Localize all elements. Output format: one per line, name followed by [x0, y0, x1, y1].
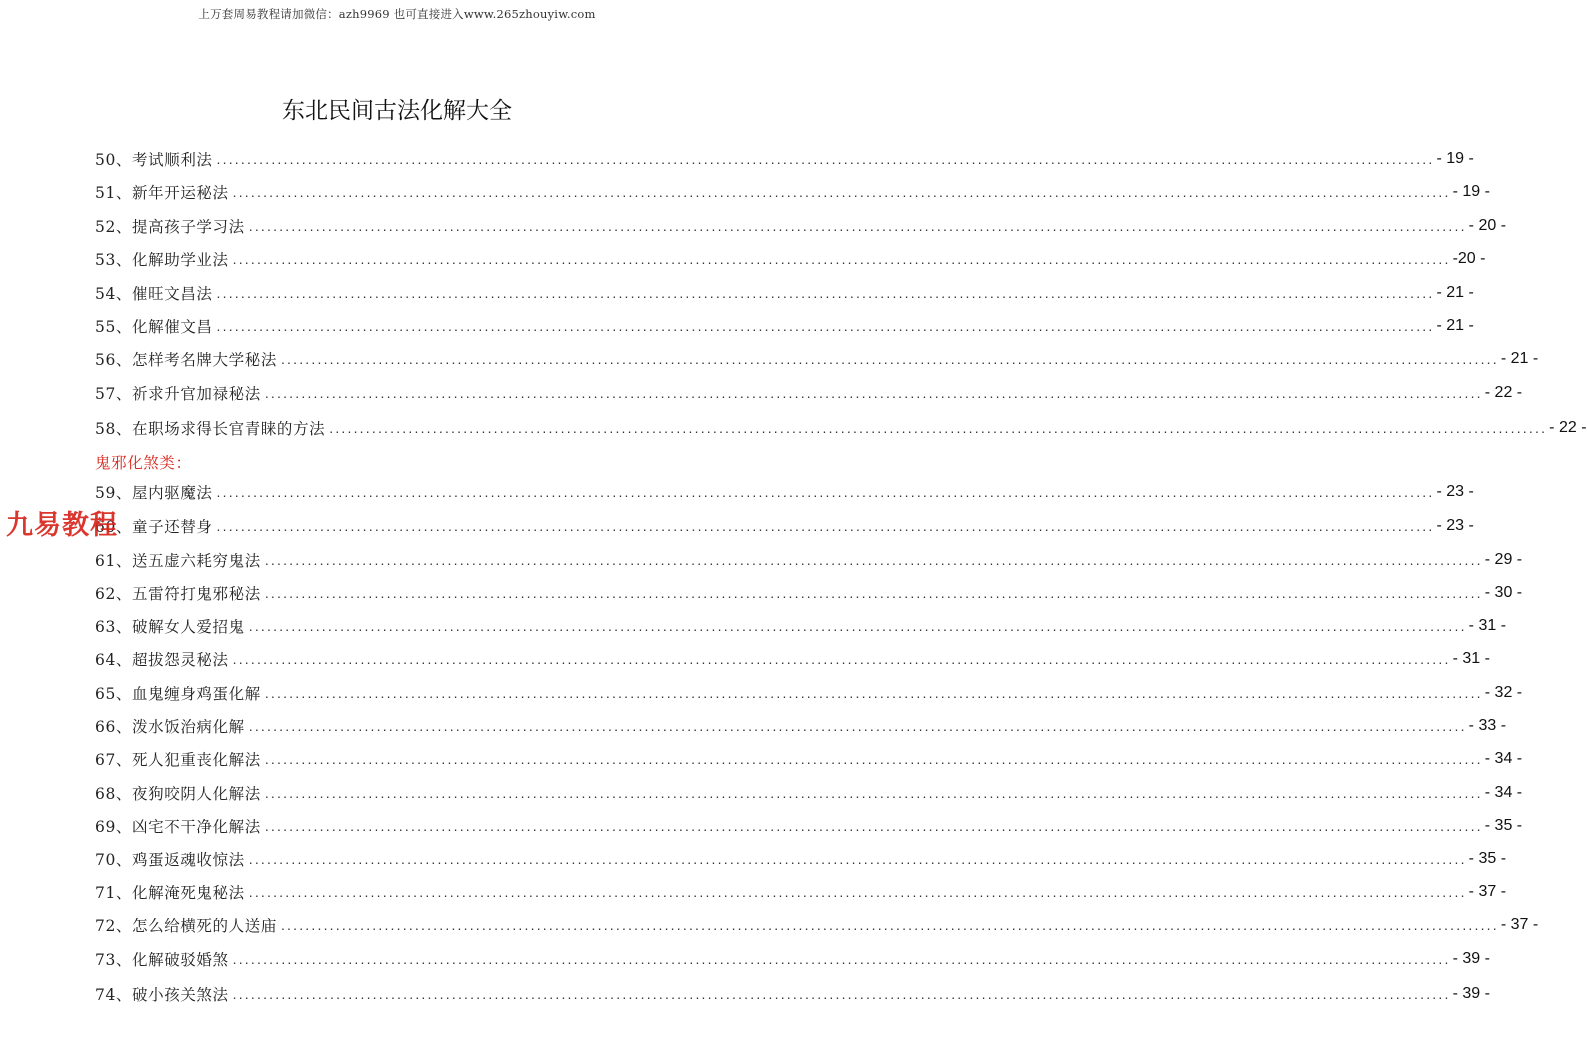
toc-entry-title: 56、怎样考名牌大学秘法 [95, 351, 277, 369]
dot-leader: ........................................................................................................................................................................................................ [248, 618, 1467, 634]
dot-leader: ........................................................................................................................................................................................................ [232, 251, 1451, 267]
toc-entry-title: 62、五雷符打鬼邪秘法 [95, 585, 261, 603]
toc-entry-title: 71、化解淹死鬼秘法 [95, 884, 245, 902]
toc-entry-page-number: - 39 - [1452, 985, 1490, 1002]
toc-entry[interactable] [95, 880, 1507, 904]
dot-leader: ........................................................................................................................................................................................................ [216, 318, 1435, 334]
watermark-logo: 九易教程 [6, 510, 118, 541]
dot-leader: ........................................................................................................................................................................................................ [264, 585, 1483, 601]
section-heading: 鬼邪化煞类： [95, 454, 192, 472]
toc-entry[interactable] [95, 281, 1474, 305]
dot-leader: ........................................................................................................................................................................................................ [232, 951, 1451, 967]
toc-entry[interactable] [95, 614, 1507, 638]
toc-entry-title: 61、送五虚六耗穷鬼法 [95, 552, 261, 570]
toc-entry-title: 51、新年开运秘法 [95, 184, 229, 202]
dot-leader: ........................................................................................................................................................................................................ [216, 151, 1435, 167]
toc-entry-title: 72、怎么给横死的人送庙 [95, 917, 277, 935]
toc-entry-page-number: - 34 - [1484, 784, 1523, 801]
toc-entry-title: 59、屋内驱魔法 [95, 484, 213, 502]
toc-entry-title: 68、夜狗咬阴人化解法 [95, 785, 261, 803]
toc-entry-page-number: - 21 - [1436, 284, 1474, 301]
dot-leader: ........................................................................................................................................................................................................ [280, 917, 1499, 933]
toc-entry-page-number: - 31 - [1452, 650, 1490, 667]
toc-entry-title: 73、化解破驳婚煞 [95, 951, 229, 969]
toc-entry-page-number: - 37 - [1468, 883, 1507, 900]
toc-entry-title: 58、在职场求得长官青睐的方法 [95, 420, 326, 438]
toc-entry[interactable] [95, 982, 1490, 1006]
toc-entry-page-number: - 31 - [1468, 617, 1507, 634]
toc-entry[interactable] [95, 314, 1474, 338]
toc-entry-page-number: - 34 - [1484, 750, 1523, 767]
toc-entry-title: 50、考试顺利法 [95, 151, 213, 169]
toc-entry-title: 60、童子还替身 [95, 518, 213, 536]
dot-leader: ........................................................................................................................................................................................................ [248, 851, 1467, 867]
toc-entry[interactable] [95, 947, 1490, 971]
toc-entry-page-number: - 21 - [1436, 317, 1474, 334]
toc-entry[interactable] [95, 548, 1523, 572]
toc-entry-page-number: - 35 - [1468, 850, 1507, 867]
toc-entry-page-number: - 30 - [1484, 584, 1523, 601]
toc-entry[interactable] [95, 781, 1523, 805]
toc-entry-page-number: - 19 - [1452, 183, 1490, 200]
dot-leader: ........................................................................................................................................................................................................ [232, 184, 1451, 200]
toc-entry-page-number: - 33 - [1468, 717, 1507, 734]
toc-entry-page-number: - 23 - [1436, 517, 1474, 534]
toc-entry-page-number: - 21 - [1500, 350, 1539, 367]
dot-leader: ........................................................................................................................................................................................................ [329, 420, 1548, 436]
toc-entry[interactable] [95, 681, 1523, 705]
dot-leader: ........................................................................................................................................................................................................ [216, 285, 1435, 301]
toc-entry-page-number: - 19 - [1436, 150, 1474, 167]
dot-leader: ........................................................................................................................................................................................................ [248, 884, 1467, 900]
toc-entry[interactable] [95, 647, 1490, 671]
toc-entry-title: 57、祈求升官加禄秘法 [95, 385, 261, 403]
dot-leader: ........................................................................................................................................................................................................ [248, 718, 1467, 734]
toc-entry[interactable] [95, 913, 1539, 937]
toc-entry[interactable] [95, 347, 1539, 371]
dot-leader: ........................................................................................................................................................................................................ [280, 351, 1499, 367]
toc-entry-page-number: - 35 - [1484, 817, 1523, 834]
toc-entry-page-number: - 32 - [1484, 684, 1523, 701]
toc-entry-title: 70、鸡蛋返魂收惊法 [95, 851, 245, 869]
dot-leader: ........................................................................................................................................................................................................ [264, 552, 1483, 568]
toc-entry[interactable] [95, 180, 1490, 204]
toc-entry-page-number: -20 - [1452, 250, 1486, 267]
toc-entry[interactable] [95, 581, 1523, 605]
dot-leader: ........................................................................................................................................................................................................ [216, 484, 1435, 500]
toc-entry[interactable] [95, 381, 1523, 405]
header-note: 上万套周易教程请加微信：azh9969 也可直接进入www.265zhouyiw.com [198, 7, 596, 21]
toc-entry-page-number: - 20 - [1468, 217, 1507, 234]
page-title: 东北民间古法化解大全 [282, 98, 512, 124]
toc-entry[interactable] [95, 847, 1507, 871]
toc-entry-title: 63、破解女人爱招鬼 [95, 618, 245, 636]
dot-leader: ........................................................................................................................................................................................................ [264, 751, 1483, 767]
toc-entry-title: 74、破小孩关煞法 [95, 986, 229, 1004]
dot-leader: ........................................................................................................................................................................................................ [216, 518, 1435, 534]
toc-entry[interactable] [95, 714, 1507, 738]
toc-entry-page-number: - 22 - [1484, 384, 1523, 401]
toc-entry-page-number: - 22 - [1549, 419, 1587, 436]
toc-entry-title: 54、催旺文昌法 [95, 285, 213, 303]
dot-leader: ........................................................................................................................................................................................................ [264, 818, 1483, 834]
toc-entry-title: 55、化解催文昌 [95, 318, 213, 336]
toc-entry[interactable] [95, 416, 1587, 440]
toc-entry-title: 64、超拔怨灵秘法 [95, 651, 229, 669]
toc-entry[interactable] [95, 247, 1486, 271]
dot-leader: ........................................................................................................................................................................................................ [264, 685, 1483, 701]
toc-entry-page-number: - 39 - [1452, 950, 1490, 967]
toc-entry[interactable] [95, 214, 1507, 238]
toc-entry-title: 69、凶宅不干净化解法 [95, 818, 261, 836]
toc-entry-title: 66、泼水饭治病化解 [95, 718, 245, 736]
dot-leader: ........................................................................................................................................................................................................ [264, 385, 1483, 401]
toc-entry-title: 65、血鬼缠身鸡蛋化解 [95, 685, 261, 703]
dot-leader: ........................................................................................................................................................................................................ [248, 218, 1467, 234]
toc-entry-title: 52、提高孩子学习法 [95, 218, 245, 236]
toc-entry[interactable] [95, 147, 1474, 171]
toc-entry-page-number: - 37 - [1500, 916, 1539, 933]
toc-entry[interactable] [95, 514, 1474, 538]
dot-leader: ........................................................................................................................................................................................................ [264, 785, 1483, 801]
toc-entry[interactable] [95, 814, 1523, 838]
toc-entry-title: 67、死人犯重丧化解法 [95, 751, 261, 769]
dot-leader: ........................................................................................................................................................................................................ [232, 986, 1451, 1002]
toc-entry[interactable] [95, 747, 1523, 771]
toc-entry-page-number: - 23 - [1436, 483, 1474, 500]
toc-entry-page-number: - 29 - [1484, 551, 1523, 568]
toc-entry-title: 53、化解助学业法 [95, 251, 229, 269]
dot-leader: ........................................................................................................................................................................................................ [232, 651, 1451, 667]
toc-entry[interactable] [95, 480, 1474, 504]
